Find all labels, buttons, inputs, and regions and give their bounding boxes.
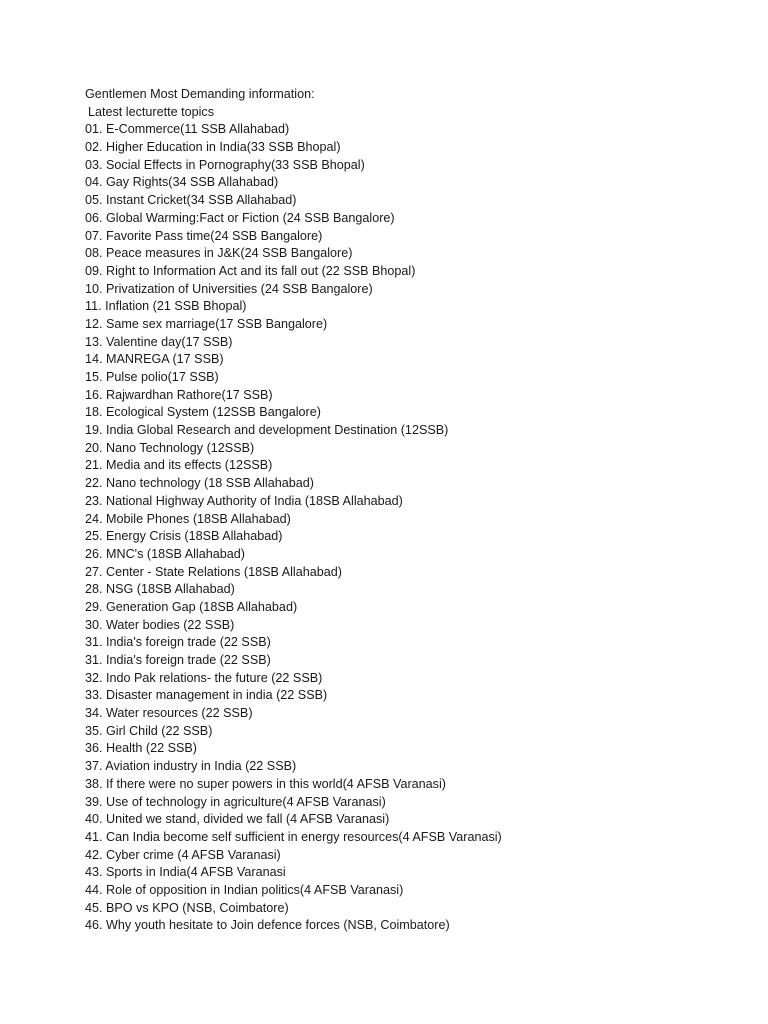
topic-item: 15. Pulse polio(17 SSB) <box>85 370 219 384</box>
topic-item: 31. India's foreign trade (22 SSB) <box>85 635 271 650</box>
document-subheading: Latest lecturette topics <box>88 104 215 119</box>
topic-item: 26. MNC's (18SB Allahabad) <box>85 546 245 561</box>
topic-item: 11. Inflation (21 SSB Bhopal) <box>85 299 247 314</box>
topic-item: 09. Right to Information Act and its fall out (22 SSB Bhopal) <box>85 263 416 278</box>
document-heading: Gentlemen Most Demanding information: <box>85 87 315 101</box>
topic-item: 21. Media and its effects (12SSB) <box>85 458 273 473</box>
topic-item: 45. BPO vs KPO (NSB, Coimbatore) <box>85 900 289 915</box>
topic-item: 34. Water resources (22 SSB) <box>85 706 253 721</box>
topic-item: 05. Instant Cricket(34 SSB Allahabad) <box>85 193 297 208</box>
topic-item: 10. Privatization of Universities (24 SSB Bangalore) <box>85 281 373 296</box>
topic-item: 27. Center - State Relations (18SB Allahabad) <box>85 564 342 579</box>
topic-item: 16. Rajwardhan Rathore(17 SSB) <box>85 387 273 402</box>
topic-item: 08. Peace measures in J&K(24 SSB Bangalore) <box>85 246 353 261</box>
topic-item: 28. NSG (18SB Allahabad) <box>85 582 235 597</box>
topic-item: 46. Why youth hesitate to Join defence forces (NSB, Coimbatore) <box>85 918 450 933</box>
topic-item: 31. India's foreign trade (22 SSB) <box>85 653 271 667</box>
topic-item: 40. United we stand, divided we fall (4 AFSB Varanasi) <box>85 812 390 827</box>
topic-item: 19. India Global Research and development Destination (12SSB) <box>85 423 449 438</box>
topic-list <box>85 121 745 935</box>
topic-item: 14. MANREGA (17 SSB) <box>85 352 224 367</box>
topic-item: 03. Social Effects in Pornography(33 SSB Bhopal) <box>85 157 365 172</box>
topic-item: 25. Energy Crisis (18SB Allahabad) <box>85 529 283 544</box>
topic-item: 30. Water bodies (22 SSB) <box>85 617 235 632</box>
topic-item: 39. Use of technology in agriculture(4 AFSB Varanasi) <box>85 794 386 809</box>
topic-item: 33. Disaster management in india (22 SSB) <box>85 688 328 703</box>
topic-item: 22. Nano technology (18 SSB Allahabad) <box>85 476 314 491</box>
topic-item: 02. Higher Education in India(33 SSB Bhopal) <box>85 140 341 155</box>
topic-item: 38. If there were no super powers in this world(4 AFSB Varanasi) <box>85 776 446 791</box>
topic-item: 35. Girl Child (22 SSB) <box>85 723 213 738</box>
topic-item: 23. National Highway Authority of India (18SB Allahabad) <box>85 493 403 508</box>
topic-item: 41. Can India become self sufficient in energy resources(4 AFSB Varanasi) <box>85 829 502 844</box>
topic-item: 36. Health (22 SSB) <box>85 741 198 756</box>
topic-item: 06. Global Warming:Fact or Fiction (24 SSB Bangalore) <box>85 210 395 225</box>
topic-item: 18. Ecological System (12SSB Bangalore) <box>85 405 321 420</box>
topic-item: 43. Sports in India(4 AFSB Varanasi <box>85 865 286 880</box>
topic-item: 29. Generation Gap (18SB Allahabad) <box>85 599 298 614</box>
topic-item: 37. Aviation industry in India (22 SSB) <box>85 759 297 774</box>
document-page <box>85 86 745 935</box>
topic-item: 42. Cyber crime (4 AFSB Varanasi) <box>85 847 281 862</box>
topic-item: 20. Nano Technology (12SSB) <box>85 440 255 455</box>
topic-item: 07. Favorite Pass time(24 SSB Bangalore) <box>85 228 323 243</box>
topic-item: 44. Role of opposition in Indian politics(4 AFSB Varanasi) <box>85 882 404 897</box>
topic-item: 12. Same sex marriage(17 SSB Bangalore) <box>85 316 328 331</box>
topic-item: 32. Indo Pak relations- the future (22 SSB) <box>85 670 323 685</box>
topic-item: 01. E-Commerce(11 SSB Allahabad) <box>85 122 290 137</box>
topic-item: 24. Mobile Phones (18SB Allahabad) <box>85 511 291 526</box>
topic-item: 13. Valentine day(17 SSB) <box>85 334 233 349</box>
topic-item: 04. Gay Rights(34 SSB Allahabad) <box>85 175 279 190</box>
